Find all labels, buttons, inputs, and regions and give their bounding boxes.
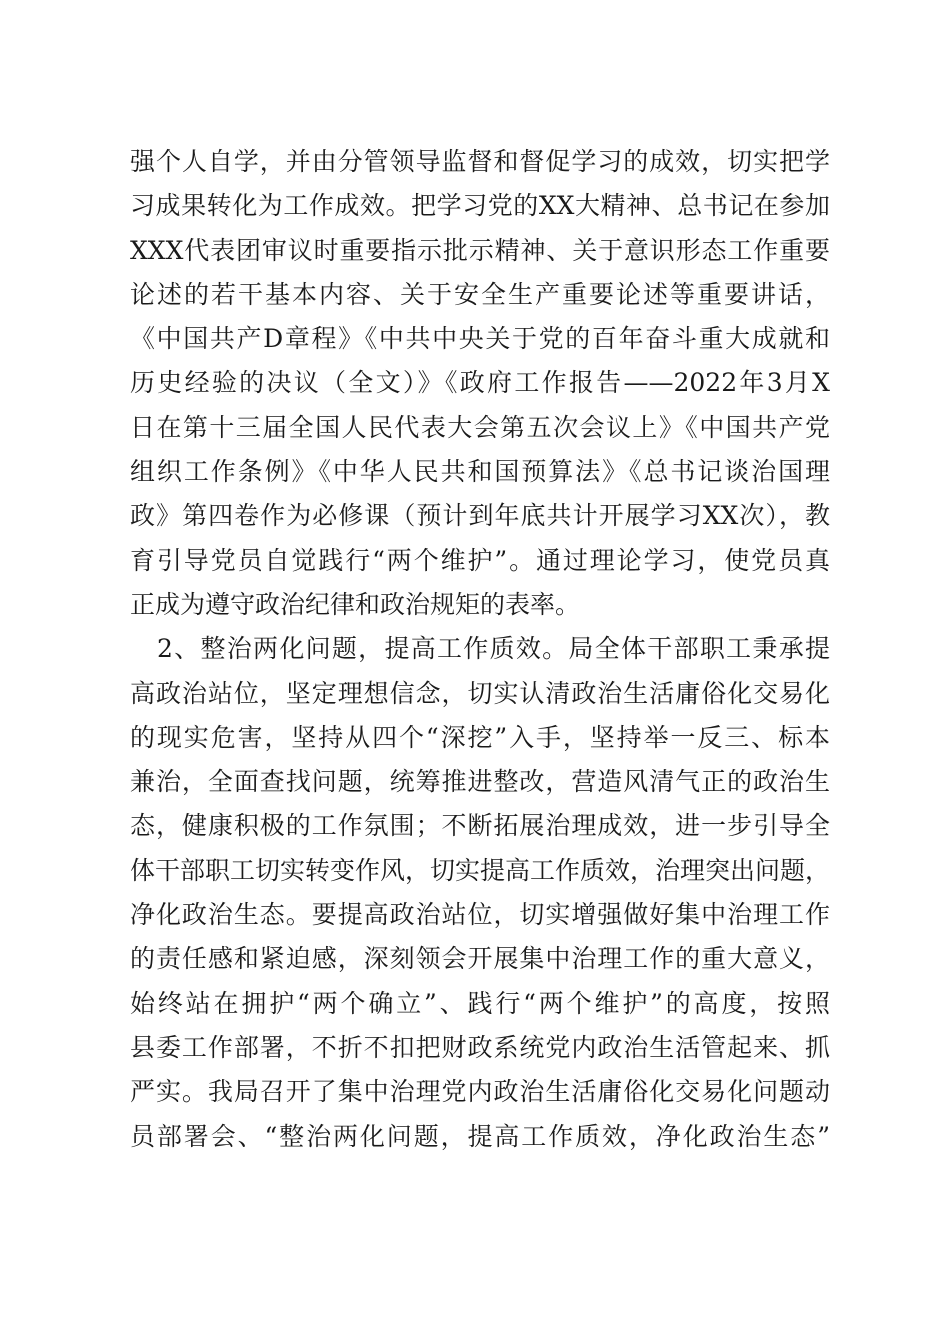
text-line: 育引导党员自觉践行“两个维护”。通过理论学习，使党员真 (130, 545, 830, 575)
paragraph-first-line: 2、整治两化问题，提高工作质效。局全体干部职工秉承提 (157, 634, 830, 664)
text-line: 净化政治生态。要提高政治站位，切实增强做好集中治理工作 (130, 900, 830, 930)
document-body (130, 140, 830, 1159)
text-line: 的现实危害，坚持从四个“深挖”入手，坚持举一反三、标本 (130, 722, 830, 752)
text-line: 兼治，全面查找问题，统筹推进整改，营造风清气正的政治生 (130, 767, 830, 797)
text-line: 习成果转化为工作成效。把学习党的XX大精神、总书记在参加 (130, 191, 830, 221)
text-line: 严实。我局召开了集中治理党内政治生活庸俗化交易化问题动 (130, 1077, 830, 1107)
text-line: 组织工作条例》《中华人民共和国预算法》《总书记谈治国理 (130, 457, 830, 487)
text-line: 体干部职工切实转变作风，切实提高工作质效，治理突出问题， (130, 855, 831, 885)
text-line: 政》第四卷作为必修课（预计到年底共计开展学习XX次），教 (130, 501, 830, 531)
text-line: 员部署会、“整治两化问题，提高工作质效，净化政治生态” (130, 1121, 830, 1151)
text-line: 强个人自学，并由分管领导监督和督促学习的成效，切实把学 (130, 147, 830, 176)
text-line: 日在第十三届全国人民代表大会第五次会议上》《中国共产党 (130, 412, 830, 442)
paragraph-end-line: 正成为遵守政治纪律和政治规矩的表率。 (130, 589, 581, 619)
text-line: 论述的若干基本内容、关于安全生产重要论述等重要讲话， (130, 279, 830, 309)
text-line: 态，健康积极的工作氛围；不断拓展治理成效，进一步引导全 (130, 811, 830, 841)
text-line: 《中国共产D章程》《中共中央关于党的百年奋斗重大成就和 (130, 324, 830, 354)
text-line: 的责任感和紧迫感，深刻领会开展集中治理工作的重大意义， (130, 944, 830, 974)
text-line: XXX代表团审议时重要指示批示精神、关于意识形态工作重要 (130, 235, 830, 265)
text-line: 县委工作部署，不折不扣把财政系统党内政治生活管起来、抓 (130, 1032, 830, 1062)
text-line: 始终站在拥护“两个确立”、践行“两个维护”的高度，按照 (130, 988, 830, 1018)
text-line: 历史经验的决议（全文）》《政府工作报告——2022年3月X (130, 368, 830, 398)
text-line: 高政治站位，坚定理想信念，切实认清政治生活庸俗化交易化 (130, 678, 830, 708)
